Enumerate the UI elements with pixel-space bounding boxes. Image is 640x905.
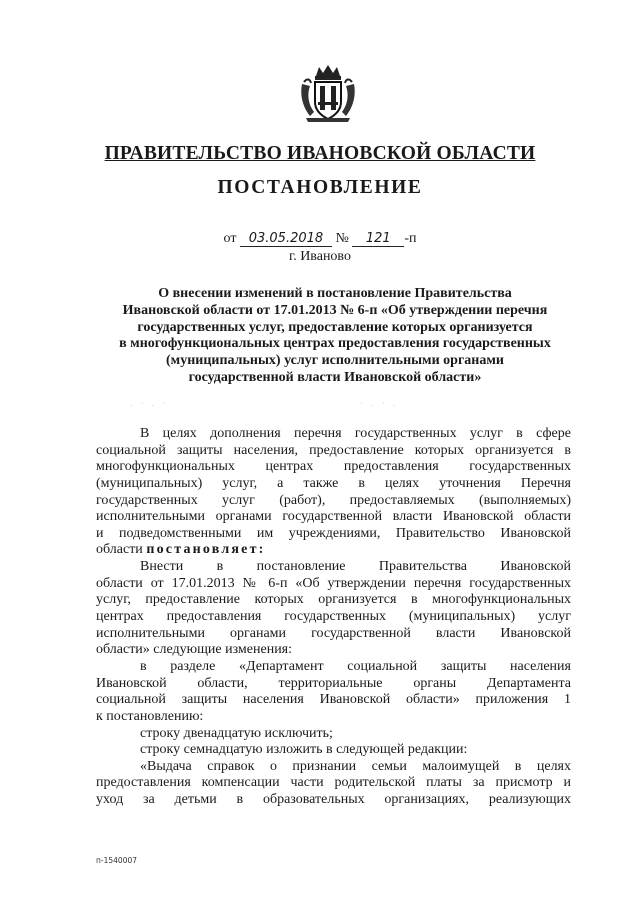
number-prefix: № xyxy=(335,231,349,246)
date-number-line xyxy=(0,231,640,247)
paragraph-new-wording xyxy=(96,759,571,809)
text-line: услуг, предоставление которых организуется в многофункциональных xyxy=(96,592,571,608)
city: г. Иваново xyxy=(289,249,351,264)
text-line: в разделе «Департамент социальной защиты населения xyxy=(140,658,571,674)
text-line: уход за детьми в образовательных организациях, реализующих xyxy=(96,792,571,808)
resolves-word: постановляет: xyxy=(146,542,266,558)
text-line: государственных услуг (работ), предоставляемых (выполняемых) xyxy=(96,492,571,508)
text-line: исполнительными органами государственной власти Ивановской xyxy=(96,625,571,641)
text-line: строку семнадцатую изложить в следующей редакции: xyxy=(140,742,468,758)
paragraph-preamble xyxy=(96,426,571,559)
text-line: предоставления компенсации части родительской платы за присмотр и xyxy=(96,775,571,791)
text-line: области» следующие изменения: xyxy=(96,642,293,658)
paragraph-amend xyxy=(96,559,571,659)
organization-title: ПРАВИТЕЛЬСТВО ИВАНОВСКОЙ ОБЛАСТИ xyxy=(104,143,536,164)
number-suffix: -п xyxy=(404,231,417,246)
scan-noise: · . · . xyxy=(360,398,399,408)
document-subject xyxy=(96,286,574,387)
paragraph-section xyxy=(96,659,571,726)
text-line: социальной защиты населения, предоставление которых организуется в xyxy=(96,442,571,458)
document-body xyxy=(96,426,571,809)
paragraph-restate xyxy=(96,742,571,759)
text-line: центрах предоставления государственных (муниципальных) услуг xyxy=(96,609,571,625)
text-line: строку двенадцатую исключить; xyxy=(140,725,333,741)
document-date: 03.05.2018 xyxy=(240,231,332,247)
coat-of-arms-icon xyxy=(298,62,358,124)
subject-line: в многофункциональных центрах предоставления государственных xyxy=(119,336,551,352)
text-line: Ивановской области, территориальные органы Департамента xyxy=(96,675,571,691)
text-line: В целях дополнения перечня государственных услуг в сфере xyxy=(140,426,571,441)
subject-line: (муниципальных) услуг исполнительными органами xyxy=(166,353,504,369)
scan-noise: . · . · xyxy=(130,398,169,408)
text-line: исполнительными органами государственной власти Ивановской области xyxy=(96,509,571,525)
text-line: Внести в постановление Правительства Ивановской xyxy=(140,559,571,575)
document-type: ПОСТАНОВЛЕНИЕ xyxy=(217,177,423,198)
text-line: социальной защиты населения Ивановской области» приложения 1 xyxy=(96,692,571,708)
date-prefix: от xyxy=(223,231,237,246)
text-line: к постановлению: xyxy=(96,708,204,724)
subject-line: Ивановской области от 17.01.2013 № 6-п «Об утверждении перечня xyxy=(122,302,548,318)
text-line: и подведомственными им учреждениями, Правительство Ивановской xyxy=(96,525,571,541)
document-number: 121 xyxy=(352,231,404,247)
subject-line: государственных услуг, предоставление которых организуется xyxy=(137,319,533,335)
text-line: многофункциональных центрах предоставления государственных xyxy=(96,459,571,475)
text-line xyxy=(96,542,571,559)
paragraph-exclude xyxy=(96,726,571,743)
text-line: (муниципальных) услуг, а также в целях уточнения Перечня xyxy=(96,475,571,491)
resolves-prefix: области xyxy=(96,542,143,558)
subject-line: О внесении изменений в постановление Правительства xyxy=(158,286,512,301)
text-line: «Выдача справок о признании семьи малоимущей в целях xyxy=(140,758,571,774)
text-line: области от 17.01.2013 № 6-п «Об утверждении перечня государственных xyxy=(96,575,571,591)
document-code: п-1540007 xyxy=(96,856,138,865)
subject-line: государственной власти Ивановской области» xyxy=(188,369,482,385)
